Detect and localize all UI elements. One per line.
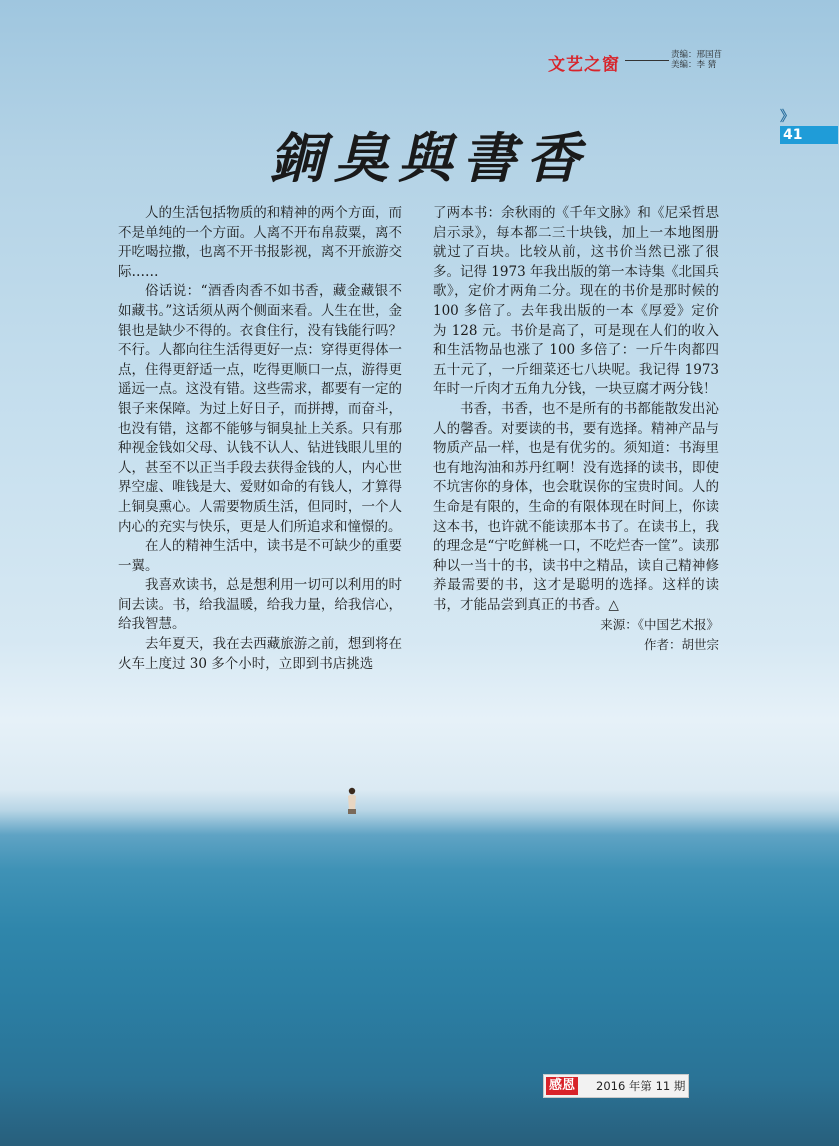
paragraph: 在人的精神生活中，读书是不可缺少的重要一翼。 [118,538,402,574]
section-title: 文艺之窗 [548,55,620,75]
editor-credits [671,50,722,70]
paragraph: 人的生活包括物质的和精神的两个方面，而不是单纯的一个方面。人离不开布帛菽粟，离不开吃喝拉撒，也离不开书报影视，离不开旅游交际…… [118,205,402,280]
section-divider [625,60,669,61]
article-column-right [433,204,719,655]
magazine-footer [543,1074,689,1098]
page-marker-icon: 》 [780,109,794,125]
author-line: 作者：胡世宗 [643,637,719,653]
magazine-logo: 感恩 [546,1077,578,1095]
article-title: 銅臭與書香 [270,126,590,190]
page-number-tab [780,108,839,143]
article-column-left [118,204,402,674]
page-number: 41 [780,126,838,144]
issue-label: 2016 年第 11 期 [596,1079,686,1093]
paragraph: 了两本书：余秋雨的《千年文脉》和《尼采哲思启示录》，每本都二三十块钱，加上一本地图册就过了百块。比较从前，这书价当然已涨了很多。记得 1973 年我出版的第一本诗集《北国兵歌》，定价才两角二分。现在的书价是那时候的 100 多倍了。去年我出版的一本《厚爱》定价为 128 元。书价是高了，可是现在人们的收入和生活物品也涨了 100 多倍了：一斤牛肉都四五十元了，一斤细菜还七八块呢。我记得 1973 年时一斤肉才五角九分钱，一块豆腐才两分钱！ [433,205,719,398]
paragraph: 去年夏天，我在去西藏旅游之前，想到将在火车上度过 30 多个小时，立即到书店挑选 [118,636,402,672]
editor-credit: 责编：邢国苜 [671,50,723,60]
paragraph: 俗话说：“酒香肉香不如书香，藏金藏银不如藏书。”这话须从两个侧面来看。人生在世，金银也是缺少不得的。衣食住行，没有钱能行吗？不行。人都向往生活得更好一点：穿得更得体一点，住得更舒适一点，吃得更顺口一点，游得更遥远一点。这没有错。这些需求，都要有一定的银子来保障。为过上好日子，而拼搏，而奋斗，也没有错，这都不能够与铜臭扯上关系。只有那种视金钱如父母、认钱不认人、钻进钱眼儿里的人，甚至不以正当手段去获得金钱的人，内心世界空虚、唯钱是大、爱财如命的有钱人，才算得上铜臭熏心。人需要物质生活，但同时，一个人内心的充实与快乐，更是人们所追求和憧憬的。 [118,283,402,535]
paragraph: 书香，书香，也不是所有的书都能散发出沁人的馨香。对要读的书，要有选择。精神产品与物质产品一样，也是有优劣的。须知道：书海里也有地沟油和苏丹红啊！没有选择的读书，即使不坑害你的身体，也会耽误你的宝贵时间。人的生命是有限的，生命的有限体现在时间上，你读这本书，也许就不能读那本书了。在读书上，我的理念是“宁吃鲜桃一口，不吃烂杏一筐”。读那种以一当十的书，读书中之精品，读自己精神修养最需要的书，这才是聪明的选择。这样的读书，才能品尝到真正的书香。△ [433,400,719,613]
designer-credit: 美编：李 猜 [671,60,717,70]
paragraph: 我喜欢读书，总是想利用一切可以利用的时间去读。书，给我温暖，给我力量，给我信心，给我智慧。 [118,577,402,633]
swimmer-illustration [344,786,360,816]
source-line: 来源：《中国艺术报》 [600,617,719,633]
